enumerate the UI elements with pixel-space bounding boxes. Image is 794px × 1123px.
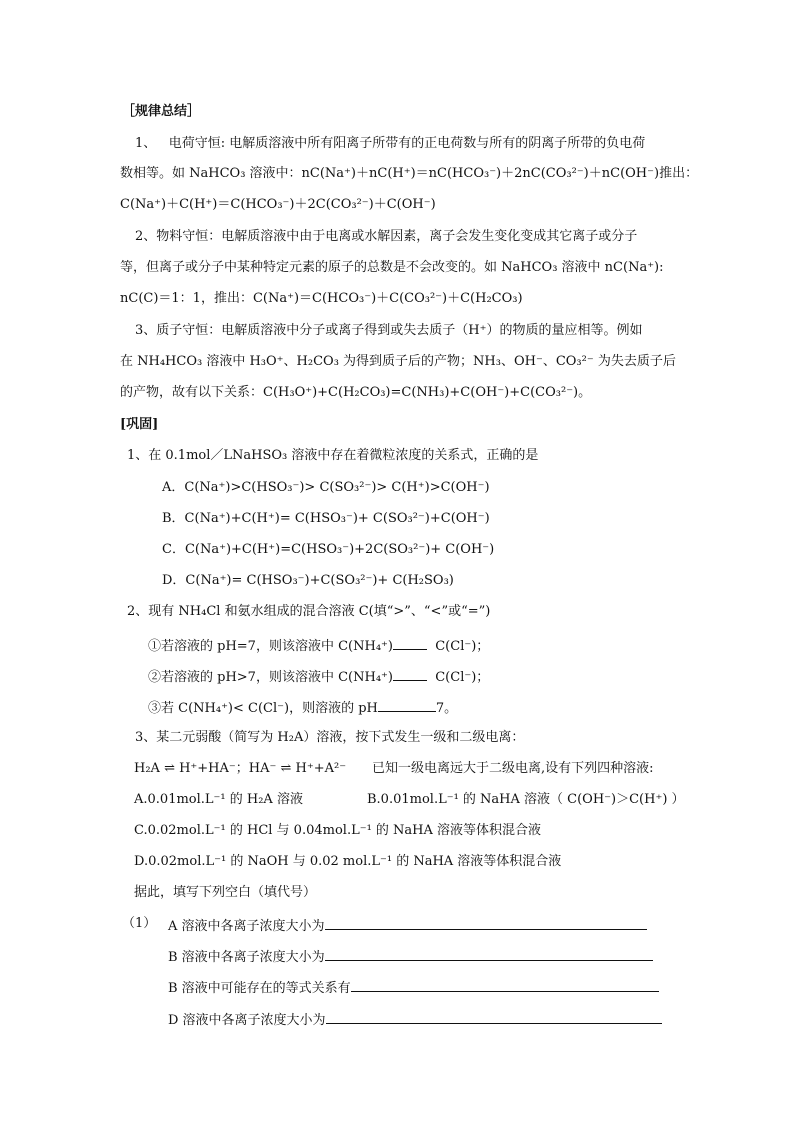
q3-sub1 [168,915,647,936]
q1-option-a: A．C(Na⁺)>C(HSO₃⁻)> C(SO₃²⁻)> C(H⁺)>C(OH⁻) [162,480,490,495]
q3-sub4-blank[interactable] [326,1009,662,1024]
q3-instruction: 据此，填写下列空白（填代号） [134,885,317,900]
q2-item2-blank[interactable] [393,666,427,681]
q3-solution-a: A.0.01mol.L⁻¹ 的 H₂A 溶液 [134,792,303,807]
q3-sub2-label: B 溶液中各离子浓度大小为 [168,950,325,965]
summary-p3-line3: 的产物，故有以下关系：C(H₃O⁺)+C(H₂CO₃)=C(NH₃)+C(OH⁻)+C(CO₃²⁻)。 [120,385,592,400]
q2-item3-pre: ③若 C(NH₄⁺)< C(Cl⁻)，则溶液的 pH [148,701,378,716]
q1-option-b: B．C(Na⁺)+C(H⁺)= C(HSO₃⁻)+ C(SO₃²⁻)+C(OH⁻) [162,511,490,526]
q2-item3-blank[interactable] [378,697,436,712]
q1-option-c: C．C(Na⁺)+C(H⁺)=C(HSO₃⁻)+2C(SO₃²⁻)+ C(OH⁻) [162,542,495,557]
summary-p2-line3: nC(C)＝1：1，推出：C(Na⁺)＝C(HCO₃⁻)＋C(CO₃²⁻)＋C(H₂CO₃) [120,291,523,306]
q2-item3 [148,697,457,718]
summary-p2-line1: 2、物料守恒：电解质溶液中由于电离或水解因素，离子会发生变化变成其它离子或分子 [135,229,638,244]
q2-item1-blank[interactable] [393,635,427,650]
q3-stem: 3、某二元弱酸（简写为 H₂A）溶液，按下式发生一级和二级电离： [135,730,525,745]
q2-item1-post: C(Cl⁻)； [435,639,490,654]
summary-heading: ［规律总结］ [122,104,201,119]
q3-sub1-blank[interactable] [325,915,647,930]
q3-sub1-label: A 溶液中各离子浓度大小为 [168,919,325,934]
q2-stem: 2、现有 NH₄Cl 和氨水组成的混合溶液 C(填“>”、“<”或“=”) [127,604,491,619]
q3-ionization-equation: H₂A ⇌ H⁺+HA⁻；HA⁻ ⇌ H⁺+A²⁻ [134,761,347,776]
q2-item3-post: 7。 [435,701,458,716]
q3-solution-d: D.0.02mol.L⁻¹ 的 NaOH 与 0.02 mol.L⁻¹ 的 NaHA 溶液等体积混合液 [134,854,562,869]
q3-sub2 [168,946,653,967]
q2-item1 [148,635,489,656]
summary-p2-line2: 等，但离子或分子中某种特定元素的原子的总数是不会改变的。如 NaHCO₃ 溶液中 nC(Na⁺): [120,260,664,275]
q3-note: 已知一级电离远大于二级电离,设有下列四种溶液: [372,761,654,776]
q2-item2 [148,666,489,687]
q3-solution-b: B.0.01mol.L⁻¹ 的 NaHA 溶液（ C(OH⁻)＞C(H⁺) ） [367,792,685,807]
q3-sub3-blank[interactable] [351,977,659,992]
q3-sub3 [168,977,659,998]
summary-p1-line1 [135,135,645,153]
summary-p1-line3: C(Na⁺)＋C(H⁺)＝C(HCO₃⁻)＋2C(CO₃²⁻)＋C(OH⁻) [120,197,436,212]
q2-item2-post: C(Cl⁻)； [435,670,490,685]
q2-item2-pre: ②若溶液的 pH>7，则该溶液中 C(NH₄⁺) [148,670,393,685]
q3-sub4 [168,1009,662,1030]
q3-solution-c: C.0.02mol.L⁻¹ 的 HCl 与 0.04mol.L⁻¹ 的 NaHA 溶液等体积混合液 [134,823,542,838]
summary-p1-number: 1、 [135,136,157,151]
summary-p3-line2: 在 NH₄HCO₃ 溶液中 H₃O⁺、H₂CO₃ 为得到质子后的产物；NH₃、OH⁻、CO₃²⁻ 为失去质子后 [120,354,676,369]
q2-item1-pre: ①若溶液的 pH=7，则该溶液中 C(NH₄⁺) [148,639,393,654]
summary-p1-text: 电荷守恒: 电解质溶液中所有阳离子所带有的正电荷数与所有的阴离子所带的负电荷 [168,136,646,151]
q3-sub2-blank[interactable] [325,946,653,961]
q3-sub4-label: D 溶液中各离子浓度大小为 [168,1013,326,1028]
summary-p1-line2: 数相等。如 NaHCO₃ 溶液中：nC(Na⁺)＋nC(H⁺)＝nC(HCO₃⁻)＋2nC(CO₃²⁻)＋nC(OH⁻)推出： [120,166,699,181]
consolidate-heading: [巩固] [120,417,159,432]
summary-p3-line1: 3、质子守恒：电解质溶液中分子或离子得到或失去质子（H⁺）的物质的量应相等。例如 [135,323,643,338]
q3-subquestion-number: （1） [122,916,157,931]
q1-stem: 1、在 0.1mol／LNaHSO₃ 溶液中存在着微粒浓度的关系式，正确的是 [127,448,539,463]
q1-option-d: D．C(Na⁺)= C(HSO₃⁻)+C(SO₃²⁻)+ C(H₂SO₃) [162,573,454,588]
q3-sub3-label: B 溶液中可能存在的等式关系有 [168,981,351,996]
